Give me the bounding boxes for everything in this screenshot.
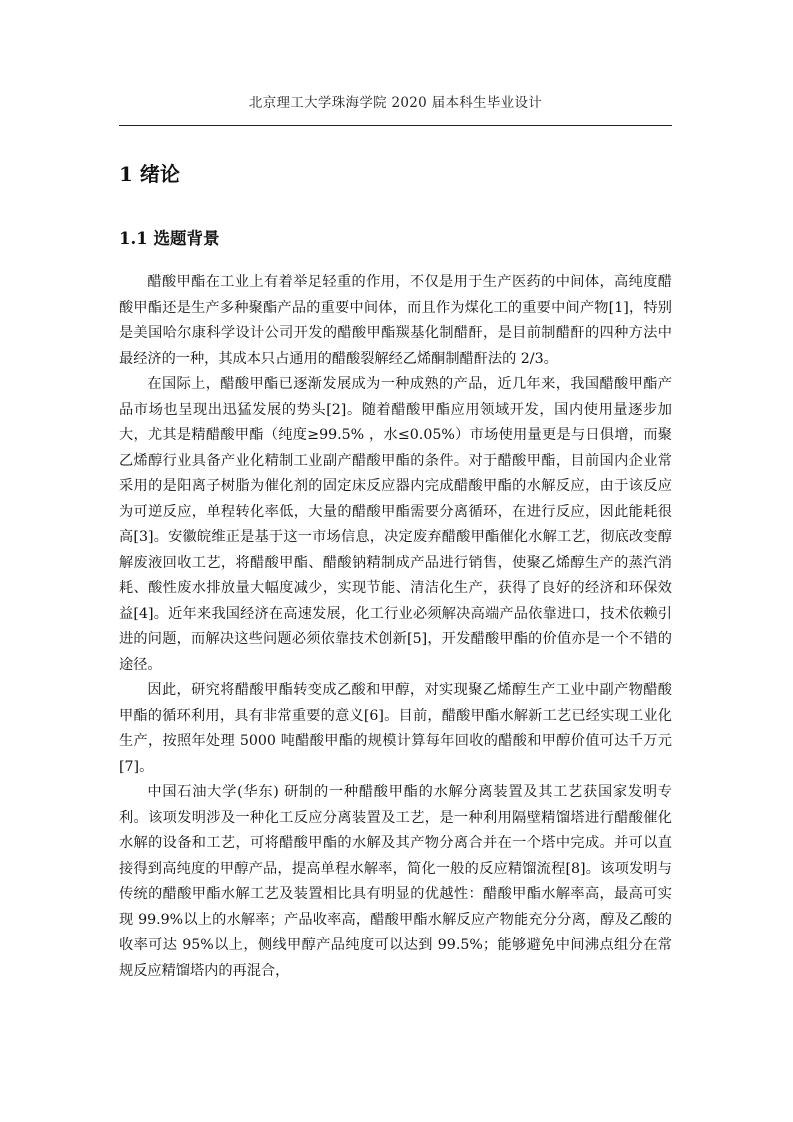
paragraph: 在国际上，醋酸甲酯已逐渐发展成为一种成熟的产品，近几年来，我国醋酸甲酯产品市场也呈现出迅猛发展的势头[2]。随着醋酸甲酯应用领域开发，国内使用量逐步加大，尤其是精醋酸甲酯（纯度≥99.5% ，水≤0.05%）市场使用量更是与日俱增，而聚乙烯醇行业具备产业化精制工业副产醋酸甲酯的条件。对于醋酸甲酯，目前国内企业常采用的是阳离子树脂为催化剂的固定床反应器内完成醋酸甲酯的水解反应，由于该反应为可逆反应，单程转化率低，大量的醋酸甲酯需要分离循环，在进行反应，因此能耗很高[3]。安徽皖维正是基于这一市场信息，决定废弃醋酸甲酯催化水解工艺，彻底改变醇解废液回收工艺，将醋酸甲酯、醋酸钠精制成产品进行销售，使聚乙烯醇生产的蒸汽消耗、酸性废水排放量大幅度减少，实现节能、清洁化生产，获得了良好的经济和环保效益[4]。近年来我国经济在高速发展，化工行业必须解决高端产品依靠进口，技术依赖引进的问题，而解决这些问题必须依靠技术创新[5]，开发醋酸甲酯的价值亦是一个不错的途径。 bbox=[119, 376, 672, 673]
paragraph: 中国石油大学(华东) 研制的一种醋酸甲酯的水解分离装置及其工艺获国家发明专利。该项发明涉及一种化工反应分离装置及工艺，是一种利用隔壁精馏塔进行醋酸催化水解的设备和工艺，可将醋酸甲酯的水解及其产物分离合并在一个塔中完成。并可以直接得到高纯度的甲醇产品，提高单程水解率，简化一般的反应精馏流程[8]。该项发明与传统的醋酸甲酯水解工艺及装置相比具有明显的优越性：醋酸甲酯水解率高，最高可实现 99.9%以上的水解率；产品收率高，醋酸甲酯水解反应产物能充分分离，醇及乙酸的收率可达 95%以上，侧线甲醇产品纯度可以达到 99.5%；能够避免中间沸点组分在常规反应精馏塔内的再混合， bbox=[119, 784, 672, 979]
page-header: 北京理工大学珠海学院 2020 届本科生毕业设计 bbox=[248, 95, 543, 111]
header-divider bbox=[119, 125, 672, 126]
paragraph: 因此，研究将醋酸甲酯转变成乙酸和甲醇，对实现聚乙烯醇生产工业中副产物醋酸甲酯的循环利用，具有非常重要的意义[6]。目前，醋酸甲酯水解新工艺已经实现工业化生产，按照年处理 5000 吨醋酸甲酯的规模计算每年回收的醋酸和甲醇价值可达千万元[7]。 bbox=[119, 682, 672, 775]
chapter-title: 1 绪论 bbox=[119, 162, 180, 186]
paragraph: 醋酸甲酯在工业上有着举足轻重的作用，不仅是用于生产医药的中间体，高纯度醋酸甲酯还是生产多种聚酯产品的重要中间体，而且作为煤化工的重要中间产物[1]，特别是美国哈尔康科学设计公司开发的醋酸甲酯羰基化制醋酐，是目前制醋酐的四种方法中最经济的一种，其成本只占通用的醋酸裂解经乙烯酮制醋酐法的 2/3。 bbox=[119, 274, 672, 367]
section-title: 1.1 选题背景 bbox=[119, 229, 220, 248]
body-text bbox=[119, 270, 672, 984]
